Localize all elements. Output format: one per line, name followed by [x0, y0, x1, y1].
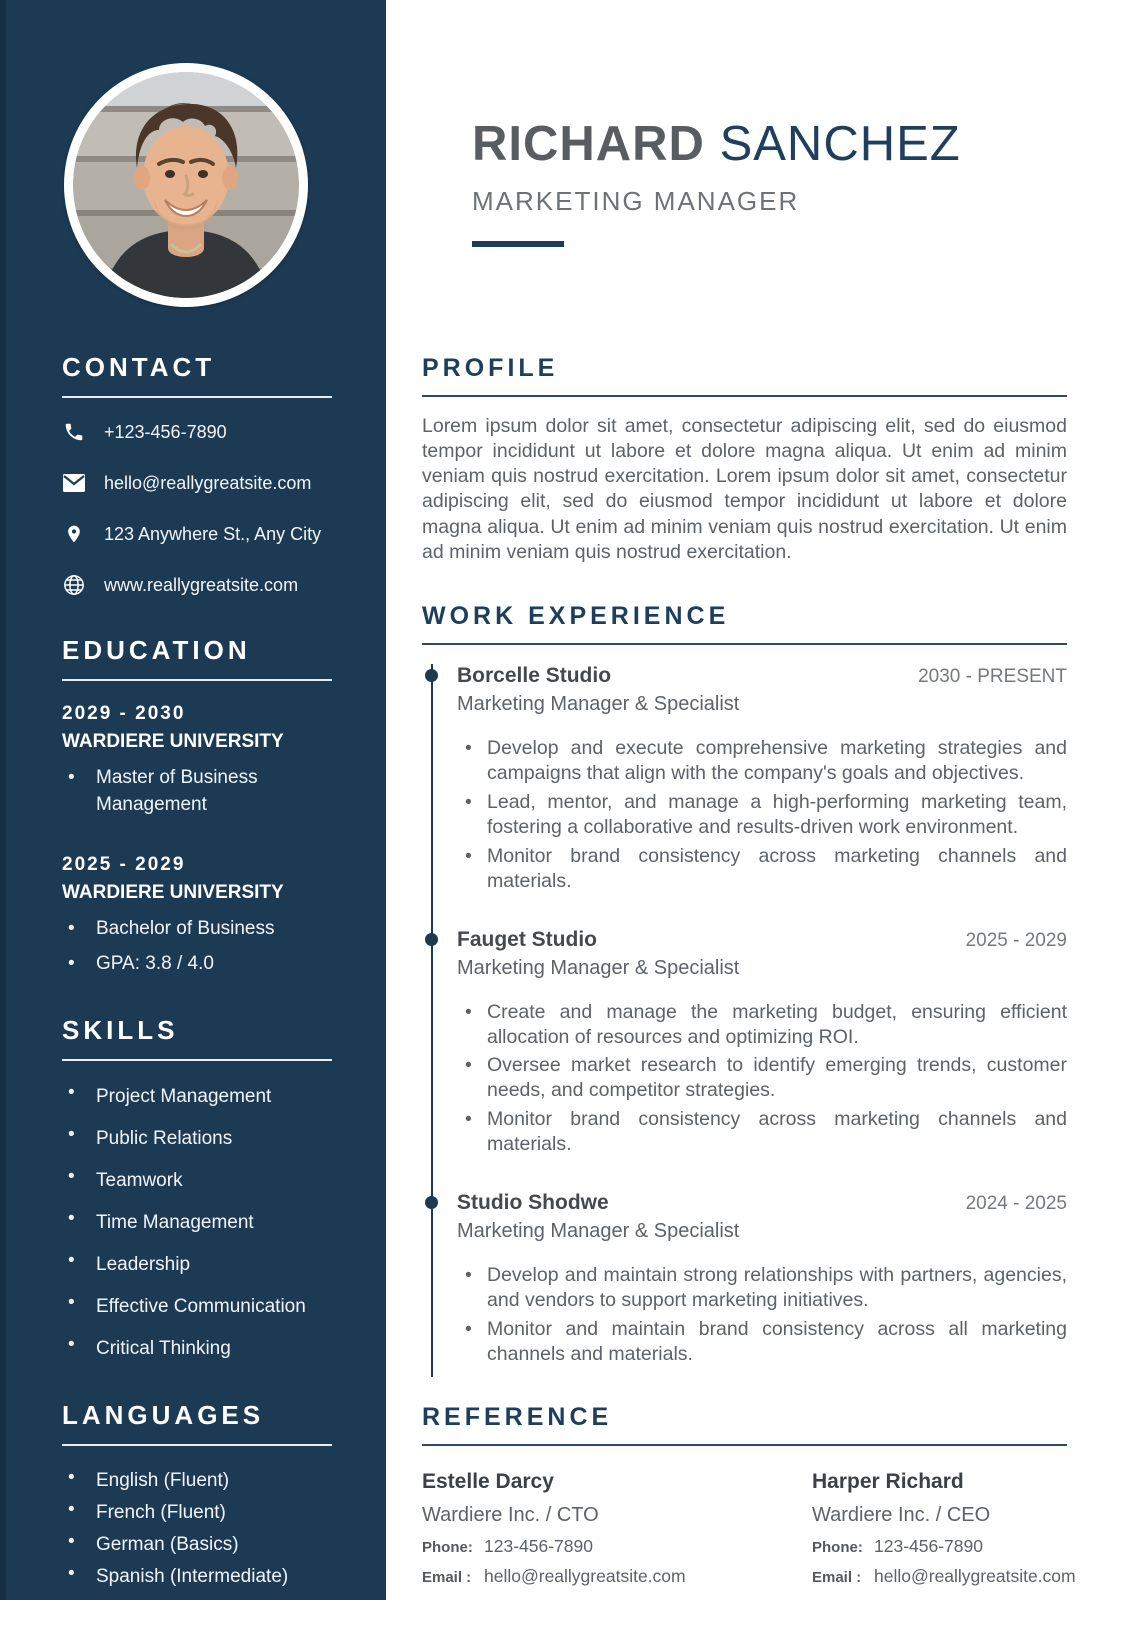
- education-bullet-list: [62, 916, 332, 977]
- job-role: Marketing Manager & Specialist: [457, 956, 740, 979]
- job-bullet: • Monitor and maintain brand consistency across all marketing channels and materials.: [457, 1317, 1067, 1367]
- skill-item: • Public Relations: [62, 1125, 332, 1152]
- job-timeline: [431, 664, 1067, 1377]
- profile-section: [422, 354, 1067, 565]
- job-bullet-list: [457, 736, 1067, 894]
- reference-company: Wardiere Inc. / CTO: [422, 1504, 599, 1527]
- job-dates: 2025 - 2029: [965, 929, 1067, 951]
- skill-item: • Leadership: [62, 1251, 332, 1278]
- timeline-dot: [425, 669, 438, 682]
- job-bullet: • Oversee market research to identify emerging trends, customer needs, and competitor strategies.: [457, 1053, 1067, 1103]
- email-icon: [62, 471, 86, 495]
- profile-heading: PROFILE: [422, 354, 1067, 397]
- contact-item-website: [62, 573, 332, 597]
- job-bullet: • Lead, mentor, and manage a high-performing marketing team, fostering a collaborative and results-driven work environment.: [457, 790, 1067, 840]
- contact-heading: CONTACT: [62, 352, 332, 398]
- reference-name: Harper Richard: [812, 1470, 964, 1494]
- education-section: [62, 635, 332, 977]
- languages-section: [62, 1400, 332, 1589]
- timeline-dot: [425, 1196, 438, 1209]
- skills-heading: SKILLS: [62, 1015, 332, 1061]
- main-content: [386, 0, 1131, 1587]
- job-entry: [457, 1191, 1067, 1377]
- profile-photo-ring: [64, 63, 308, 307]
- title-underline-bar: [472, 241, 564, 247]
- education-bullet: • GPA: 3.8 / 4.0: [62, 951, 332, 978]
- job-entry: [457, 664, 1067, 928]
- education-school: WARDIERE UNIVERSITY: [62, 731, 284, 752]
- profile-photo-illustration: [73, 72, 299, 298]
- languages-heading: LANGUAGES: [62, 1400, 332, 1446]
- education-school: WARDIERE UNIVERSITY: [62, 882, 284, 904]
- contact-item-address: [62, 522, 332, 546]
- skills-section: [62, 1015, 332, 1362]
- reference-person: [422, 1470, 812, 1587]
- job-dates: 2030 - PRESENT: [918, 665, 1067, 687]
- education-bullet-list: [62, 765, 332, 818]
- last-name: SANCHEZ: [719, 117, 961, 171]
- skill-item: • Teamwork: [62, 1167, 332, 1194]
- reference-phone-row: [812, 1536, 1076, 1557]
- job-head: [457, 1191, 1067, 1215]
- language-item: • English (Fluent): [62, 1468, 332, 1493]
- reference-email-label: Email :: [812, 1569, 862, 1587]
- reference-grid: [422, 1470, 1076, 1587]
- job-bullet: • Monitor brand consistency across marketing channels and materials.: [457, 844, 1067, 894]
- job-head: [457, 664, 1067, 688]
- reference-email-row: [812, 1566, 1076, 1587]
- job-role: Marketing Manager & Specialist: [457, 692, 740, 715]
- language-item: • Spanish (Intermediate): [62, 1564, 332, 1589]
- reference-phone-label: Phone:: [422, 1539, 473, 1557]
- education-years: 2029 - 2030: [62, 703, 186, 724]
- reference-email-value: hello@reallygreatsite.com: [484, 1566, 686, 1587]
- skill-item: • Project Management: [62, 1083, 332, 1110]
- education-years: 2025 - 2029: [62, 854, 186, 876]
- sidebar-content: [0, 352, 386, 1627]
- contact-phone-text: +123-456-7890: [104, 421, 227, 442]
- profile-text: Lorem ipsum dolor sit amet, consectetur adipiscing elit, sed do eiusmod tempor incididunt ut labore et dolore magna aliqua. Ut enim ad minim veniam quis nostrud exercitation. Lorem ipsum dolor sit amet, consectetur adipiscing elit, sed do eiusmod tempor incididunt ut labore et dolore magna aliqua. Ut enim ad minim veniam quis nostrud exercitation. Ut enim ad minim veniam quis nostrud exercitation.: [422, 415, 1067, 563]
- reference-phone-row: [422, 1536, 812, 1557]
- contact-item-phone: [62, 420, 332, 444]
- skill-item: • Critical Thinking: [62, 1335, 332, 1362]
- timeline-dot: [425, 933, 438, 946]
- job-bullet-list: [457, 1263, 1067, 1367]
- job-title: MARKETING MANAGER: [472, 186, 800, 216]
- languages-list: [62, 1468, 332, 1589]
- contact-address-text: 123 Anywhere St., Any City: [104, 523, 322, 544]
- contact-website-text: www.reallygreatsite.com: [104, 574, 299, 595]
- language-item: • French (Fluent): [62, 1500, 332, 1525]
- education-heading: EDUCATION: [62, 635, 332, 681]
- reference-phone-value: 123-456-7890: [874, 1536, 983, 1557]
- header: [422, 0, 1067, 247]
- skills-list: [62, 1083, 332, 1362]
- work-experience-heading: WORK EXPERIENCE: [422, 602, 1067, 645]
- education-entry: [62, 854, 332, 977]
- reference-phone-label: Phone:: [812, 1539, 863, 1557]
- job-company: Borcelle Studio: [457, 663, 612, 687]
- phone-icon: [62, 420, 86, 444]
- reference-name: Estelle Darcy: [422, 1470, 554, 1494]
- profile-photo: [64, 63, 308, 307]
- education-bullet: • Bachelor of Business: [62, 916, 332, 943]
- contact-list: [62, 420, 332, 597]
- job-bullet: • Develop and maintain strong relationships with partners, agencies, and vendors to support marketing initiatives.: [457, 1263, 1067, 1313]
- reference-person: [812, 1470, 1076, 1587]
- work-experience-section: [422, 602, 1067, 1377]
- job-head: [457, 928, 1067, 952]
- job-dates: 2024 - 2025: [965, 1193, 1067, 1215]
- job-bullet-list: [457, 1000, 1067, 1158]
- job-bullet: • Create and manage the marketing budget, ensuring efficient allocation of resources and optimizing ROI.: [457, 1000, 1067, 1050]
- education-entry: [62, 703, 332, 818]
- contact-email-text: hello@reallygreatsite.com: [104, 472, 312, 493]
- job-bullet: • Monitor brand consistency across marketing channels and materials.: [457, 1107, 1067, 1157]
- reference-heading: REFERENCE: [422, 1403, 1067, 1446]
- education-bullet: • Master of Business Management: [62, 765, 332, 818]
- skill-item: • Effective Communication: [62, 1293, 332, 1320]
- first-name: RICHARD: [472, 117, 705, 171]
- reference-phone-value: 123-456-7890: [484, 1536, 593, 1557]
- job-role: Marketing Manager & Specialist: [457, 1220, 740, 1243]
- job-bullet: • Develop and execute comprehensive marketing strategies and campaigns that align with the company's goals and objectives.: [457, 736, 1067, 786]
- contact-item-email: [62, 471, 332, 495]
- job-entry: [457, 928, 1067, 1192]
- globe-icon: [62, 573, 86, 597]
- reference-email-row: [422, 1566, 812, 1587]
- page-title: [472, 117, 1067, 171]
- skill-item: • Time Management: [62, 1209, 332, 1236]
- reference-company: Wardiere Inc. / CEO: [812, 1504, 991, 1527]
- location-icon: [62, 522, 86, 546]
- reference-section: [422, 1403, 1076, 1587]
- job-company: Studio Shodwe: [457, 1191, 609, 1215]
- reference-email-label: Email :: [422, 1569, 472, 1587]
- sidebar: [0, 0, 386, 1600]
- job-company: Fauget Studio: [457, 927, 597, 951]
- reference-email-value: hello@reallygreatsite.com: [874, 1566, 1076, 1587]
- language-item: • German (Basics): [62, 1532, 332, 1557]
- contact-section: [62, 352, 332, 597]
